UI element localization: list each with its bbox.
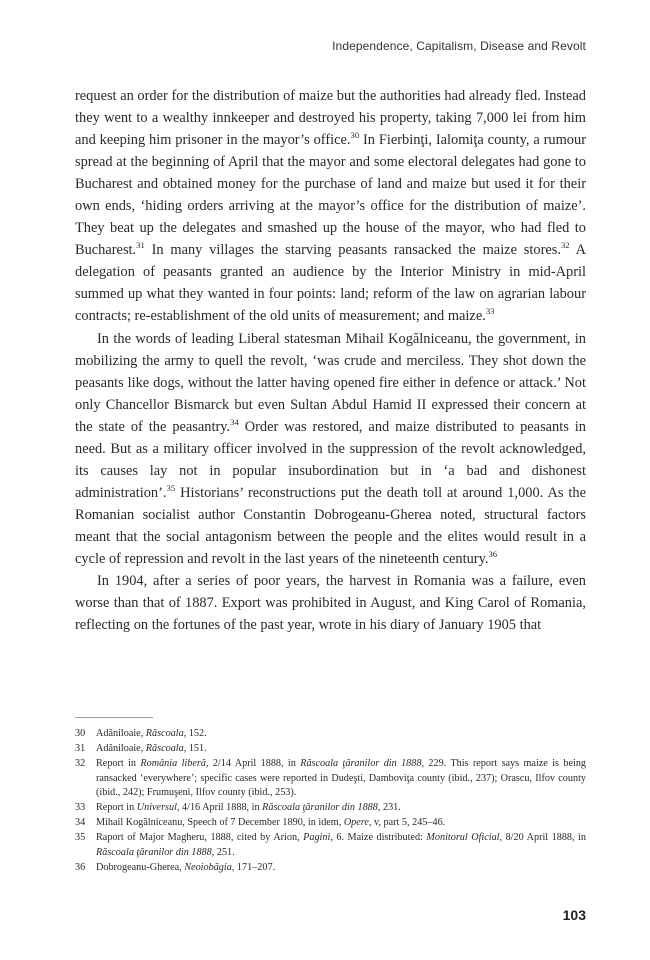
text-run: request an order for the distribution of maize but the authorities had already fled. Instead they went to a wealthy innkeeper and destroyed his property, taking 7,000 lei from him and keeping him prisoner in the mayor’s office. — [75, 88, 586, 149]
text-run: , 6. Maize distributed: — [330, 832, 427, 844]
text-run: , 8/20 April 1888, in — [499, 832, 586, 844]
text-run: In Fierbinţi, Ialomiţa county, a rumour spread at the beginning of April that the mayor and some electoral delegates had gone to Bucharest and obtained money for the purchase of land and maize but used it for their own ends, ‘hiding orders arriving at the mayor’s office for the distribution of maize’. They beat up the delegates and smashed up the house of the mayor, who had fled to Bucharest. — [75, 132, 586, 259]
italic-title: Răscoala ţăranilor din 1888 — [262, 802, 378, 814]
text-run: In many villages the starving peasants ransacked the maize stores. — [144, 242, 561, 259]
footnote-text — [96, 801, 586, 816]
footnote-number: 35 — [75, 832, 86, 844]
italic-title: Universul — [136, 802, 177, 814]
text-run: , 152. — [183, 728, 207, 739]
text-run: Report in — [96, 757, 141, 769]
footnote-number: 36 — [75, 861, 86, 873]
footnote-ref: 30 — [350, 130, 360, 141]
footnote-ref: 33 — [485, 306, 495, 317]
text-run: Report in — [96, 802, 137, 814]
footnote-number: 34 — [75, 817, 86, 829]
footnote-ref: 32 — [560, 240, 570, 251]
page-number: 103 — [562, 907, 586, 923]
text-run: , 229. This report says maize is being ransacked ‘everywhere’; specific cases were reported in Dudeşti, Damboviţa county (ibid., 237); Orascu, Ilfov county (ibid., 242); Frumuşeni, Ilfov county (ibid., 253). — [96, 757, 587, 799]
italic-title: Neoiobăgia — [184, 861, 232, 873]
italic-title: Opere — [343, 817, 369, 829]
italic-title: România liberă — [140, 757, 206, 769]
text-run: , v, part 5, 245–46. — [368, 817, 446, 829]
footnote-ref: 35 — [166, 483, 176, 494]
running-head: Independence, Capitalism, Disease and Revolt — [332, 39, 586, 53]
text-run: , 4/16 April 1888, in — [176, 802, 263, 814]
italic-title: Monitorul Oficial — [426, 832, 500, 844]
footnote — [75, 816, 586, 831]
text-run: Raport of Major Magheru, 1888, cited by Arion, — [96, 832, 304, 844]
footnote — [75, 757, 586, 801]
footnote — [75, 801, 586, 816]
italic-title: Pagini — [303, 832, 331, 844]
italic-title: Răscoala ţăranilor din 1888 — [96, 846, 212, 858]
footnote-ref: 34 — [230, 416, 239, 427]
text-run: , 2/14 April 1888, in — [205, 757, 301, 769]
text-run: Dobrogeanu-Gherea, — [96, 861, 185, 873]
text-run: , 151. — [183, 742, 207, 754]
text-run: Order was restored, and maize distributed to peasants in need. But as a military officer involved in the suppression of the revolt acknowledged, its causes lay not in popular insubordination but in ‘a bad and dishonest administration’. — [75, 418, 586, 501]
footnote — [75, 861, 586, 876]
footnote-text — [96, 831, 586, 860]
footnote-text — [96, 757, 586, 801]
footnote-text — [96, 816, 586, 831]
paragraph — [75, 85, 586, 328]
footnote-number: 32 — [75, 757, 86, 769]
text-run: A delegation of peasants granted an audience by the Interior Ministry in mid-April summed up what they wanted in four points: land; reform of the law on agrarian labour contracts; re-establishment of the old units of measurement; and maize. — [75, 242, 586, 325]
footnote-text — [96, 742, 586, 757]
footnote-text — [96, 727, 586, 742]
footnotes — [75, 727, 586, 876]
paragraph — [75, 328, 586, 571]
text-run: , 231. — [377, 802, 401, 814]
italic-title: Răscoala ţăranilor din 1888 — [300, 757, 422, 769]
italic-title: Răscoala — [145, 742, 184, 754]
footnote-ref: 31 — [136, 240, 145, 251]
text-run: , 171–207. — [231, 861, 276, 873]
footnote-separator — [75, 717, 153, 718]
paragraph — [75, 570, 586, 636]
text-run: Mihail Kogălniceanu, Speech of 7 December 1890, in idem, — [96, 817, 344, 829]
footnote-number: 33 — [75, 802, 86, 814]
main-body-text — [75, 85, 586, 636]
footnote-text — [96, 861, 586, 876]
text-run: , 251. — [211, 846, 235, 858]
footnote — [75, 831, 586, 860]
text-run: Adăniloaie, — [96, 742, 146, 754]
footnote-number: 31 — [75, 742, 86, 754]
text-run: In 1904, after a series of poor years, the harvest in Romania was a failure, even worse than that of 1887. Export was prohibited in August, and King Carol of Romania, reflecting on the fortunes of the past year, wrote in his diary of January 1905 that — [75, 573, 586, 634]
footnote — [75, 727, 586, 742]
italic-title: Răscoala — [145, 728, 184, 739]
text-run: Adăniloaie, — [96, 728, 146, 739]
text-run: Historians’ reconstructions put the death toll at around 1,000. As the Romanian socialist author Constantin Dobrogeanu-Gherea noted, structural factors meant that the social antagonism between the people and the elites would result in a cycle of repression and revolt in the last years of the nineteenth century. — [75, 484, 586, 567]
footnote-number: 30 — [75, 728, 86, 739]
footnote-ref: 36 — [488, 549, 498, 560]
text-run: In the words of leading Liberal statesman Mihail Kogălniceanu, the government, in mobilizing the army to quell the revolt, ‘was crude and merciless. They shot down the peasants like dogs, without the latter having opened fire either in defence or attack.’ Not only Chancellor Bismarck but even Sultan Abdul Hamid II expressed their concern at the state of the peasantry. — [75, 330, 586, 435]
footnote — [75, 742, 586, 757]
